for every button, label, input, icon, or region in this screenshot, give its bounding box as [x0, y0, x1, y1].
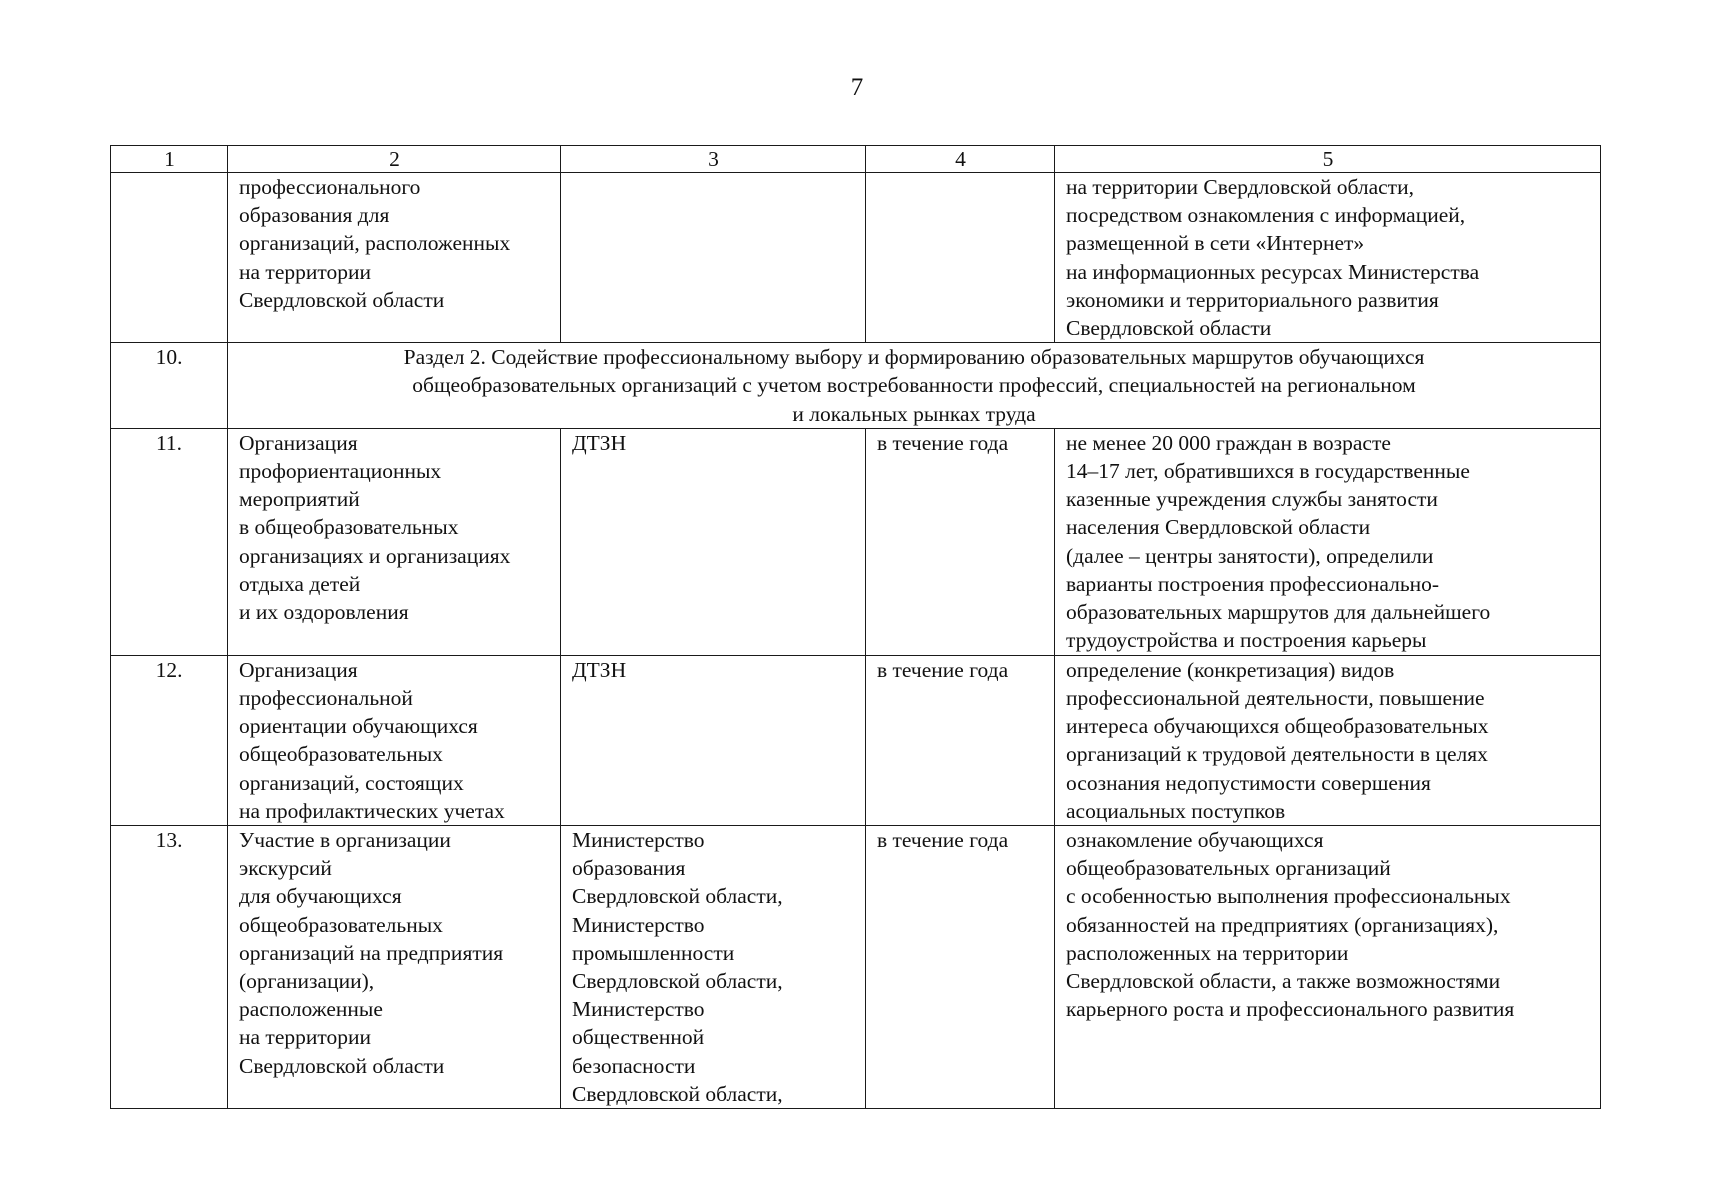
row-number-cell: 10. [111, 343, 228, 429]
column-number-cell: 5 [1055, 146, 1601, 173]
row-number-cell: 11. [111, 428, 228, 655]
measure-name-cell: Участие в организации экскурсий для обучающихся общеобразовательных организаций на предприятия (организации), расположенные на территории Свердловской области [228, 826, 561, 1109]
table-row [111, 826, 1601, 1109]
row-number-cell: 12. [111, 655, 228, 825]
measures-table [110, 145, 1601, 1109]
expected-result-cell: ознакомление обучающихся общеобразовательных организаций с особенностью выполнения профессиональных обязанностей на предприятиях (организациях), расположенных на территории Свердловской области, а также возможностями карьерного роста и профессионального развития [1055, 826, 1601, 1109]
deadline-cell: в течение года [866, 826, 1055, 1109]
column-number-cell: 2 [228, 146, 561, 173]
executor-cell: Министерство образования Свердловской области, Министерство промышленности Свердловской области, Министерство общественной безопасности Свердловской области, [561, 826, 866, 1109]
deadline-cell: в течение года [866, 428, 1055, 655]
row-number-cell: 13. [111, 826, 228, 1109]
executor-cell: ДТЗН [561, 655, 866, 825]
row-number-cell [111, 173, 228, 343]
measure-name-cell: Организация профессиональной ориентации обучающихся общеобразовательных организаций, состоящих на профилактических учетах [228, 655, 561, 825]
page-number: 7 [850, 74, 864, 101]
column-number-cell: 3 [561, 146, 866, 173]
table-row-continuation [111, 173, 1601, 343]
table-row [111, 428, 1601, 655]
measure-name-cell: профессионального образования для организаций, расположенных на территории Свердловской области [228, 173, 561, 343]
deadline-cell: в течение года [866, 655, 1055, 825]
table-row [111, 655, 1601, 825]
executor-cell [561, 173, 866, 343]
deadline-cell [866, 173, 1055, 343]
column-number-cell: 4 [866, 146, 1055, 173]
table-header-row [111, 146, 1601, 173]
column-number-cell: 1 [111, 146, 228, 173]
expected-result-cell: определение (конкретизация) видов профессиональной деятельности, повышение интереса обучающихся общеобразовательных организаций к трудовой деятельности в целях осознания недопустимости совершения асоциальных поступков [1055, 655, 1601, 825]
section-row [111, 343, 1601, 429]
measure-name-cell: Организация профориентационных мероприятий в общеобразовательных организациях и организациях отдыха детей и их оздоровления [228, 428, 561, 655]
section-title-cell: Раздел 2. Содействие профессиональному выбору и формированию образовательных маршрутов обучающихся общеобразовательных организаций с учетом востребованности профессий, специальностей на региональном и локальных рынках труда [228, 343, 1601, 429]
executor-cell: ДТЗН [561, 428, 866, 655]
expected-result-cell: не менее 20 000 граждан в возрасте 14–17 лет, обратившихся в государственные казенные учреждения службы занятости населения Свердловской области (далее – центры занятости), определили варианты построения профессионально- образовательных маршрутов для дальнейшего трудоустройства и построения карьеры [1055, 428, 1601, 655]
expected-result-cell: на территории Свердловской области, посредством ознакомления с информацией, размещенной в сети «Интернет» на информационных ресурсах Министерства экономики и территориального развития Свердловской области [1055, 173, 1601, 343]
